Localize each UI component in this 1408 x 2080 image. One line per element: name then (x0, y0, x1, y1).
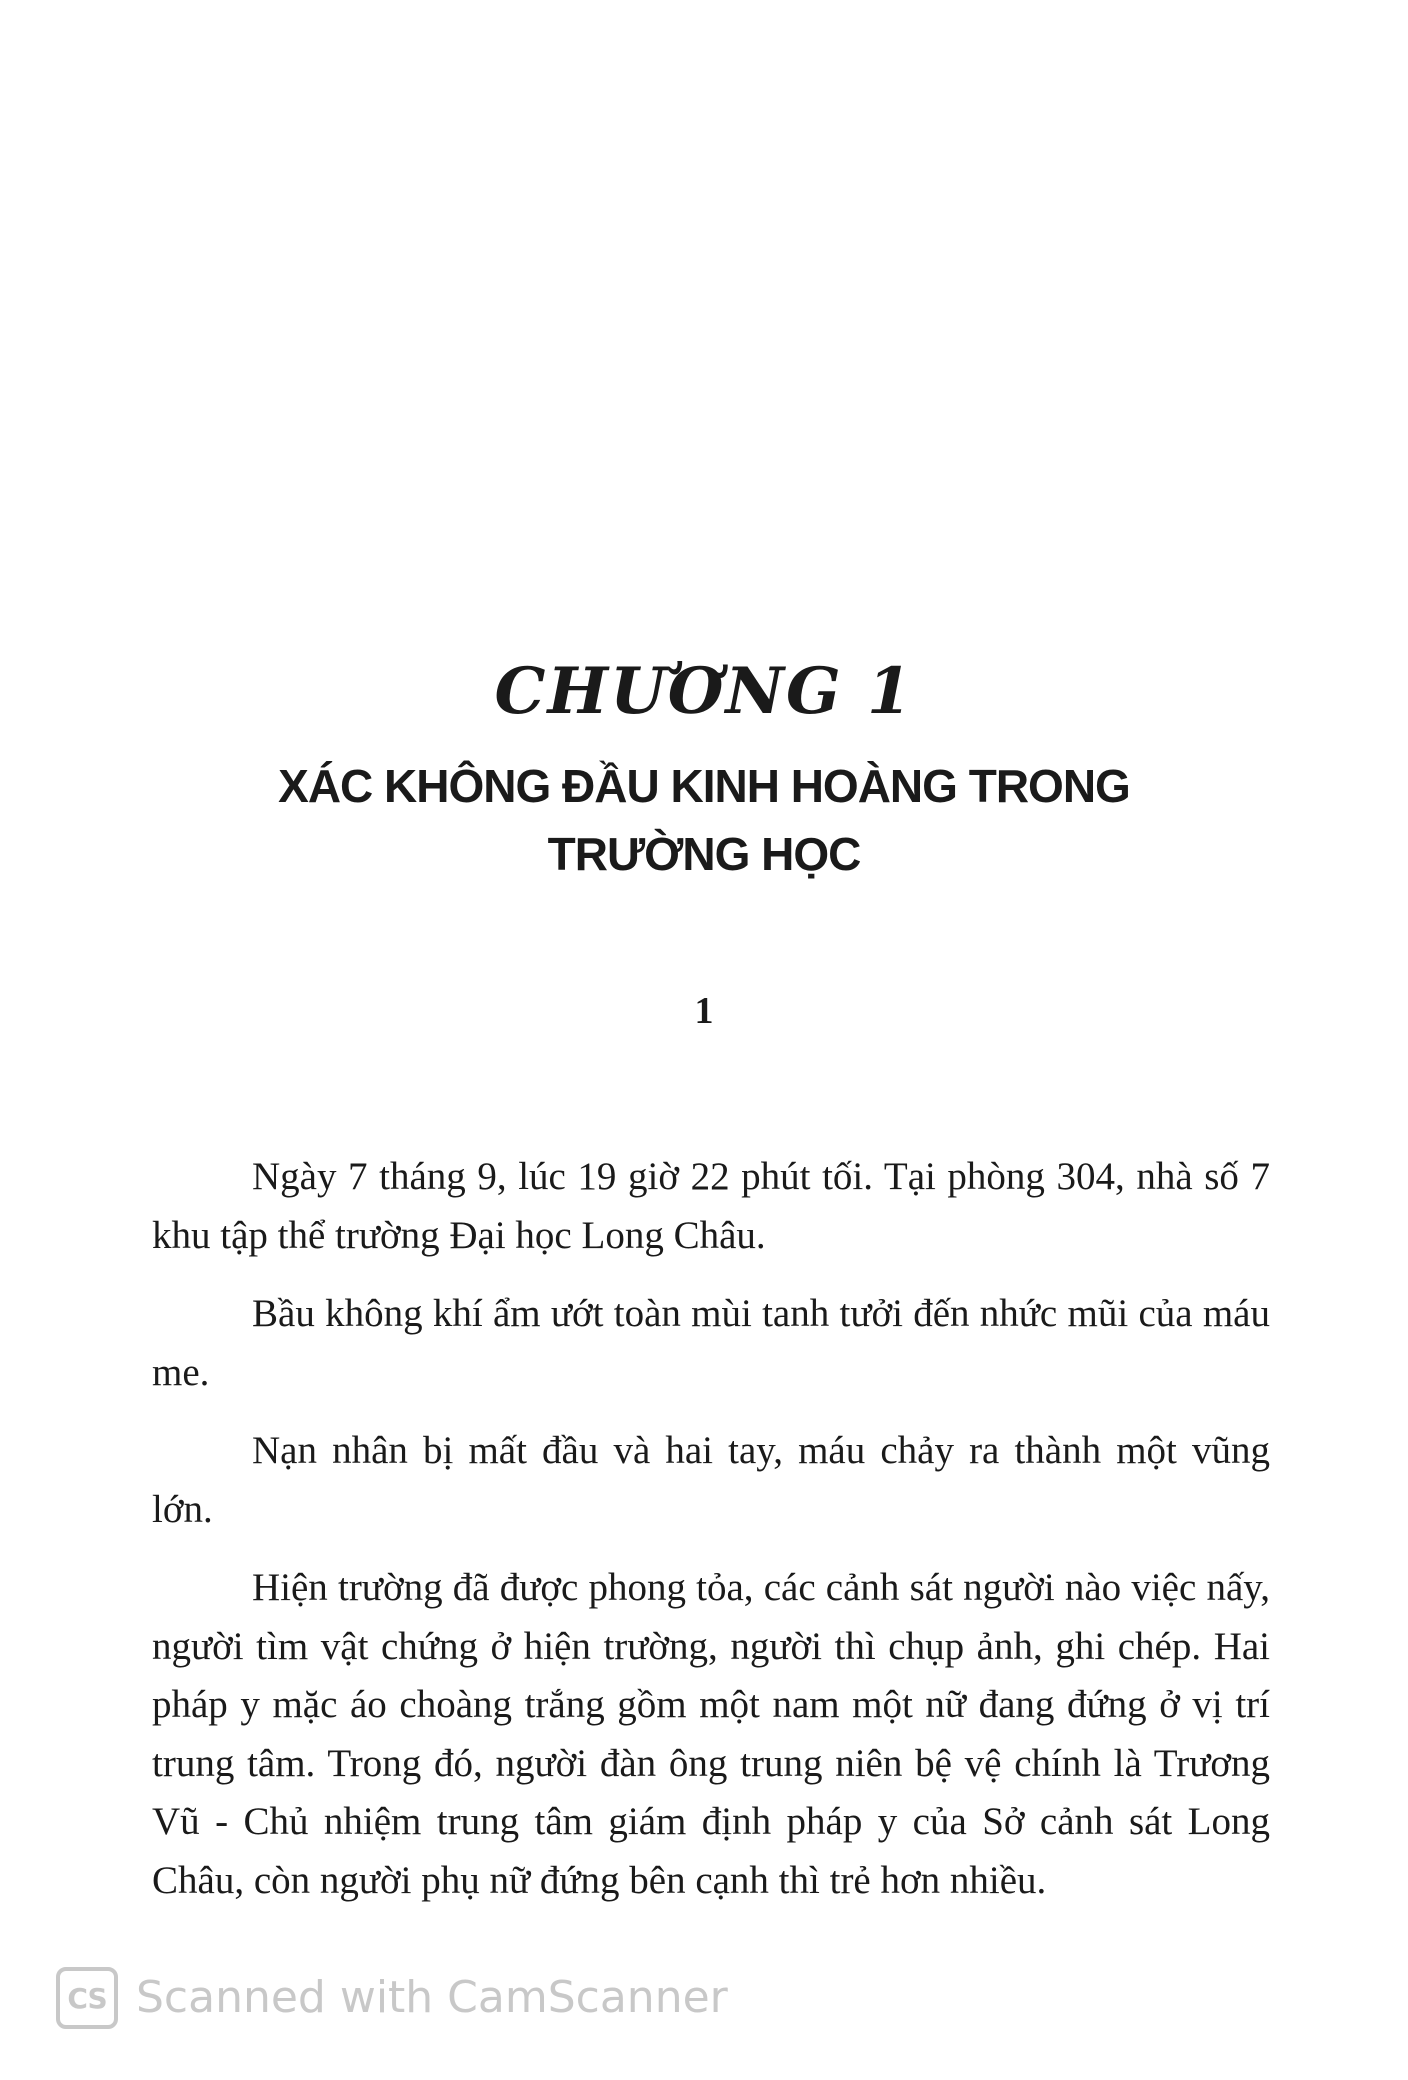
paragraph: Nạn nhân bị mất đầu và hai tay, máu chảy ra thành một vũng lớn. (152, 1429, 1270, 1531)
section-number: 1 (694, 990, 714, 1032)
camscanner-watermark (56, 1966, 728, 2030)
chapter-title (0, 752, 1408, 888)
paragraph: Ngày 7 tháng 9, lúc 19 giờ 22 phút tối. Tại phòng 304, nhà số 7 khu tập thể trường Đại học Long Châu. (152, 1155, 1270, 1257)
paragraph: Bầu không khí ẩm ướt toàn mùi tanh tưởi đến nhức mũi của máu me. (152, 1292, 1270, 1394)
chapter-label: CHƯƠNG 1 (494, 654, 914, 729)
camscanner-logo-icon: CS (56, 1967, 118, 2029)
chapter-title-line-1: XÁC KHÔNG ĐẦU KINH HOÀNG TRONG (278, 760, 1130, 812)
chapter-title-line-2: TRƯỜNG HỌC (547, 828, 861, 880)
watermark-text: Scanned with CamScanner (136, 1972, 728, 2023)
body-text (152, 1148, 1270, 1930)
paragraph: Hiện trường đã được phong tỏa, các cảnh sát người nào việc nấy, người tìm vật chứng ở hiện trường, người thì chụp ảnh, ghi chép. Hai pháp y mặc áo choàng trắng gồm một nam một nữ đang đứng ở vị trí trung tâm. Trong đó, người đàn ông trung niên bệ vệ chính là Trương Vũ - Chủ nhiệm trung tâm giám định pháp y của Sở cảnh sát Long Châu, còn người phụ nữ đứng bên cạnh thì trẻ hơn nhiều. (152, 1566, 1270, 1902)
